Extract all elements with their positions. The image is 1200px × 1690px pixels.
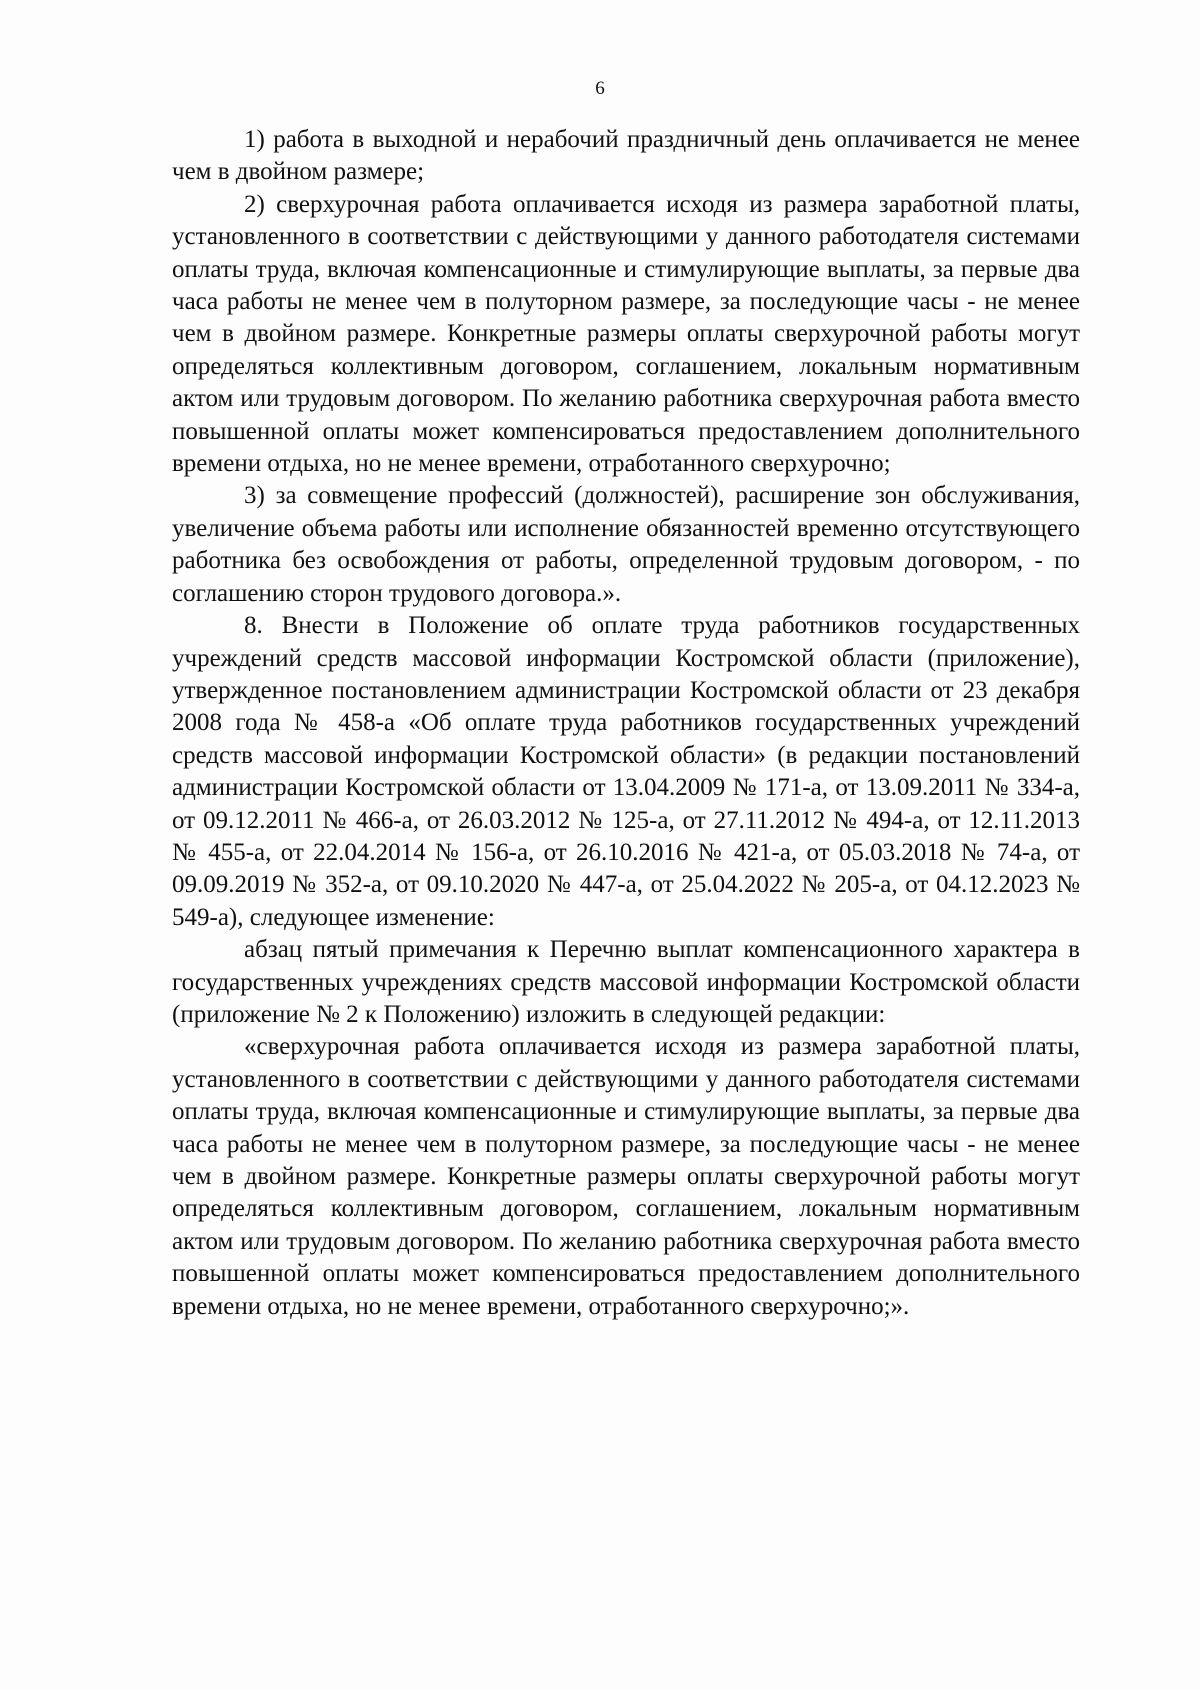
paragraph-point-8-amendment: 8. Внести в Положение об оплате труда работников государственных учреждений средств массовой информации Костромской области (приложение), утвержденное постановлением администрации Костромской области от 23 декабря 2008 года № 458-а «Об оплате труда работников государственных учреждений средств массовой информации Костромской области» (в редакции постановлений администрации Костромской области от 13.04.2009 № 171-а, от 13.09.2011 № 334-а, от 09.12.2011 № 466-а, от 26.03.2012 № 125-а, от 27.11.2012 № 494-а, от 12.11.2013 № 455-а, от 22.04.2014 № 156-а, от 26.10.2016 № 421-а, от 05.03.2018 № 74-а, от 09.09.2019 № 352-а, от 09.10.2020 № 447-а, от 25.04.2022 № 205-а, от 04.12.2023 № 549-а), следующее изменение: bbox=[172, 612, 1080, 931]
paragraph-new-wording: «сверхурочная работа оплачивается исходя из размера заработной платы, установленного в соответствии с действующими у данного работодателя системами оплаты труда, включая компенсационные и стимулирующие выплаты, за первые два часа работы не менее чем в полуторном размере, за последующие часы - не менее чем в двойном размере. Конкретные размеры оплаты сверхурочной работы могут определяться коллективным договором, соглашением, локальным нормативным актом или трудовым договором. По желанию работника сверхурочная работа вместо повышенной оплаты может компенсироваться предоставлением дополнительного времени отдыха, но не менее времени, отработанного сверхурочно;». bbox=[172, 1033, 1080, 1320]
paragraph-fifth-paragraph-note: абзац пятый примечания к Перечню выплат компенсационного характера в государственных учреждениях средств массовой информации Костромской области (приложение № 2 к Положению) изложить в следующей редакции: bbox=[172, 936, 1080, 1028]
page-number: 6 bbox=[595, 78, 605, 99]
paragraph-item-2-overtime-pay: 2) сверхурочная работа оплачивается исходя из размера заработной платы, установленного в соответствии с действующими у данного работодателя системами оплаты труда, включая компенсационные и стимулирующие выплаты, за первые два часа работы не менее чем в полуторном размере, за последующие часы - не менее чем в двойном размере. Конкретные размеры оплаты сверхурочной работы могут определяться коллективным договором, соглашением, локальным нормативным актом или трудовым договором. По желанию работника сверхурочная работа вместо повышенной оплаты может компенсироваться предоставлением дополнительного времени отдыха, но не менее времени, отработанного сверхурочно; bbox=[172, 190, 1080, 478]
paragraph-item-1-weekend-pay: 1) работа в выходной и нерабочий праздничный день оплачивается не менее чем в двойном размере; bbox=[172, 126, 1080, 186]
document-body bbox=[172, 124, 1080, 1323]
paragraph-item-3-combined-duties: 3) за совмещение профессий (должностей), расширение зон обслуживания, увеличение объема работы или исполнение обязанностей временно отсутствующего работника без освобождения от работы, определенной трудовым договором, - по соглашению сторон трудового договора.». bbox=[172, 482, 1080, 607]
